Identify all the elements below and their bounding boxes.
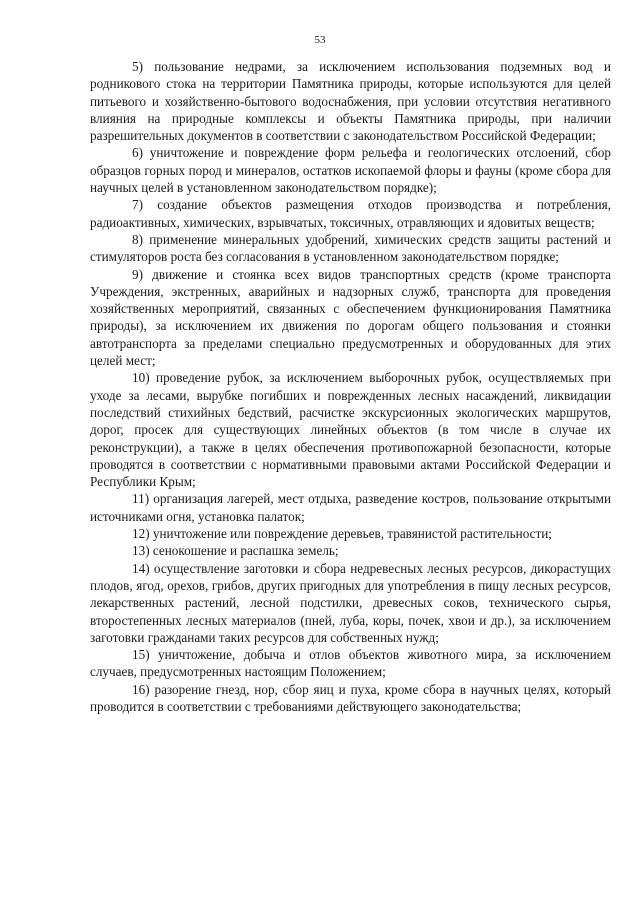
paragraph-item-11: 11) организация лагерей, мест отдыха, разведение костров, пользование открытыми источниками огня, установка палаток;	[90, 491, 611, 524]
paragraph-item-12: 12) уничтожение или повреждение деревьев, травянистой растительности;	[132, 526, 552, 542]
paragraph-item-10: 10) проведение рубок, за исключением выборочных рубок, осуществляемых при уходе за лесами, вырубке погибших и поврежденных лесных насаждений, ликвидации последствий стихийных бедствий, расчистке экскурсионных экологических маршрутов, дорог, просек для существующих линейных объектов (в том числе в случае их реконструкции), а также в целях обеспечения противопожарной безопасности, которые проводятся в соответствии с нормативными правовыми актами Российской Федерации и Республики Крым;	[90, 370, 611, 490]
paragraph-item-16: 16) разорение гнезд, нор, сбор яиц и пуха, кроме сбора в научных целях, который проводится в соответствии с требованиями действующего законодательства;	[90, 681, 611, 714]
paragraph-item-9: 9) движение и стоянка всех видов транспортных средств (кроме транспорта Учреждения, экстренных, аварийных и надзорных служб, транспорта для проведения хозяйственных мероприятий, связанных с обеспечением функционирования Памятника природы), за исключением их движения по дорогам общего пользования и стоянки автотранспорта за пределами специально предусмотренных и оборудованных для этих целей мест;	[90, 266, 611, 369]
paragraph-item-8: 8) применение минеральных удобрений, химических средств защиты растений и стимуляторов роста без согласования в установленном законодательством порядке;	[90, 231, 611, 265]
paragraph-item-14: 14) осуществление заготовки и сбора недревесных лесных ресурсов, дикорастущих плодов, ягод, орехов, грибов, других пригодных для употребления в пищу лесных ресурсов, лекарственных растений, лесной подстилки, древесных соков, технического сырья, второстепенных лесных материалов (пней, луба, коры, почек, хвои и др.), за исключением заготовки гражданами таких ресурсов для собственных нужд;	[90, 560, 611, 645]
paragraph-item-5: 5) пользование недрами, за исключением использования подземных вод и родникового стока на территории Памятника природы, которые используются для целей питьевого и хозяйственно-бытового водоснабжения, при условии отсутствия негативного влияния на природные комплексы и объекты Памятника природы, при наличии разрешительных документов в соответствии с законодательством Российской Федерации;	[90, 59, 611, 144]
paragraph-item-13: 13) сенокошение и распашка земель;	[132, 543, 339, 559]
page-number: 53	[314, 34, 326, 46]
paragraph-item-7: 7) создание объектов размещения отходов производства и потребления, радиоактивных, химических, взрывчатых, токсичных, отравляющих и ядовитых веществ;	[90, 197, 611, 230]
paragraph-item-6: 6) уничтожение и повреждение форм рельефа и геологических отслоений, сбор образцов горных пород и минералов, остатков ископаемой флоры и фауны (кроме сбора для научных целей в установленном законодательством порядке);	[90, 145, 611, 196]
paragraph-item-15: 15) уничтожение, добыча и отлов объектов животного мира, за исключением случаев, предусмотренных настоящим Положением;	[90, 647, 611, 680]
document-body	[90, 58, 611, 715]
